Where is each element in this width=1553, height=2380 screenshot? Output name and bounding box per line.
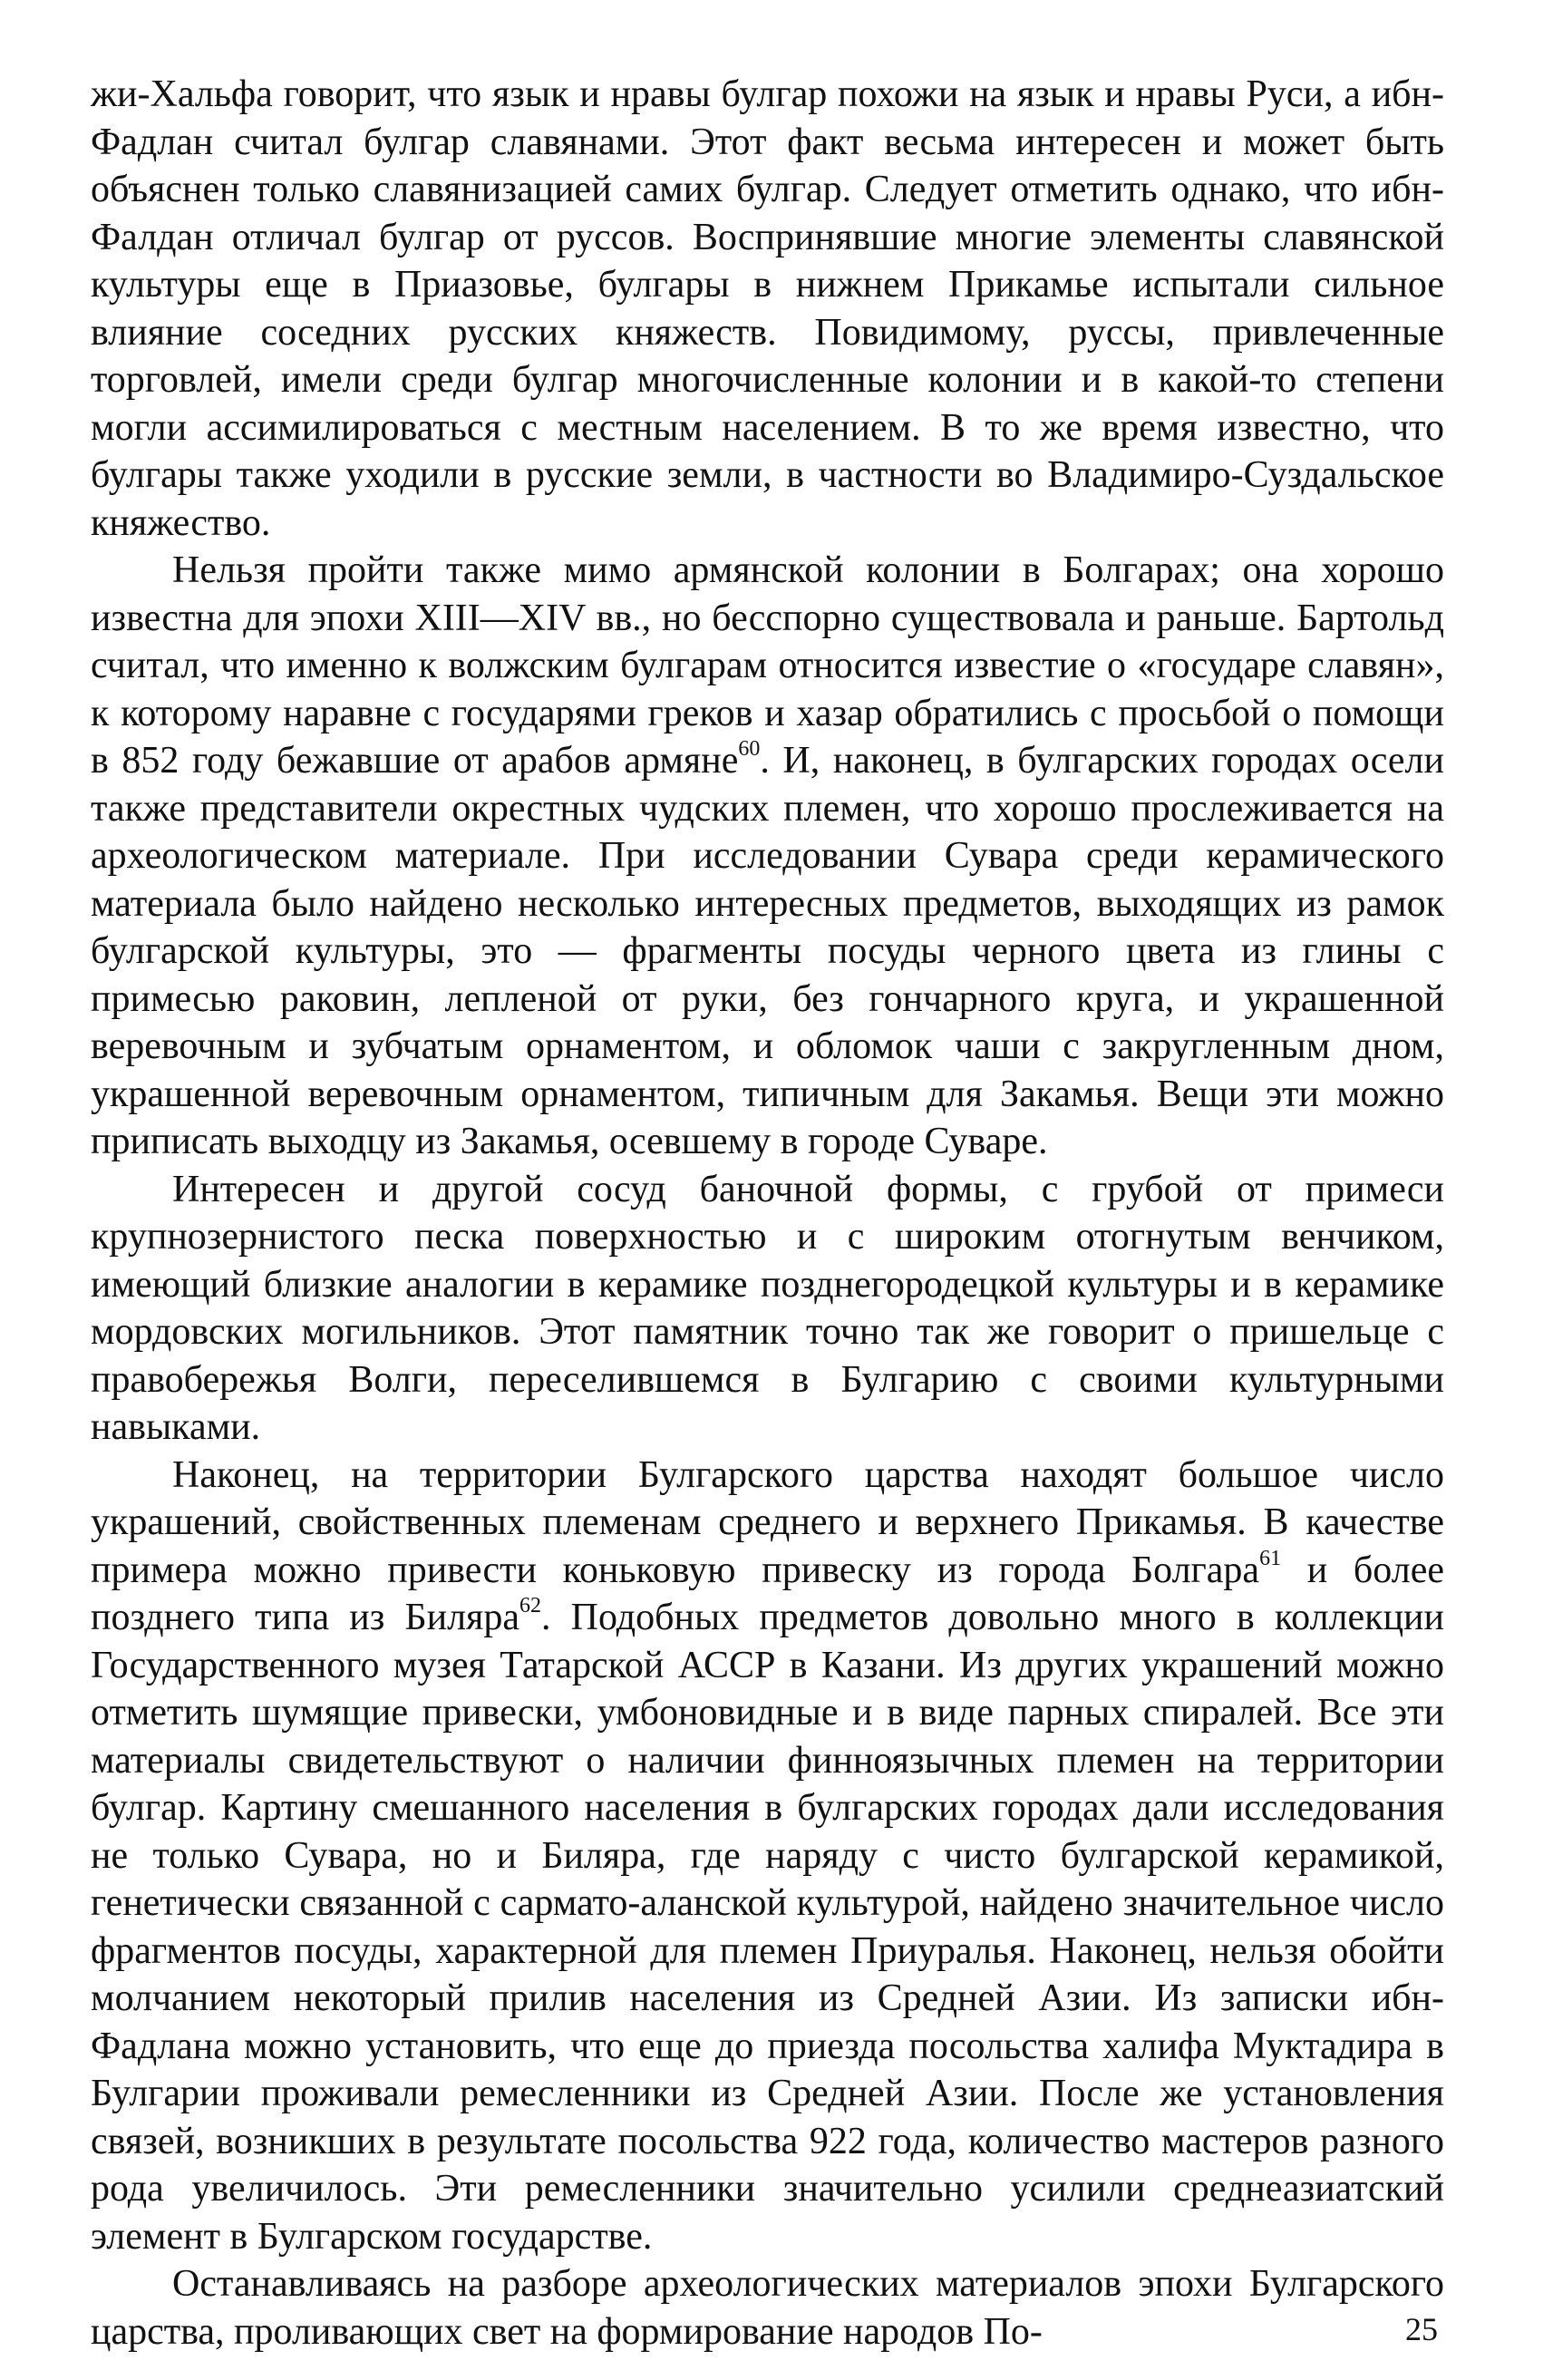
paragraph [91,2260,1444,2356]
paragraph [91,1452,1444,2261]
text-run: жи-Хальфа говорит, что язык и нравы булгар похожи на язык и нравы Руси, а ибн-Фадлан считал булгар славянами. Этот факт весьма интересен и может быть объяснен только славянизацией самих булгар. Следует отметить однако, что ибн-Фалдан отличал булгар от руссов. Воспринявшие многие элементы славянской культуры еще в Приазовье, булгары в нижнем Прикамье испытали сильное влияние соседних русских княжеств. Повидимому, руссы, привлеченные торговлей, имели среди булгар многочисленные колонии и в какой-то степени могли ассимилироваться с местным населением. В то же время известно, что булгары также уходили в русские земли, в частности во Владимиро-Суздальское княжество. [91,73,1444,544]
text-run: . И, наконец, в булгарских городах осели также представители окрестных чудских племен, что хорошо прослеживается на археологическом материале. При исследовании Сувара среди керамического материала было найдено несколько интересных предметов, выходящих из рамок булгарской культуры, это — фрагменты посуды черного цвета из глины с примесью раковин, лепленой от руки, без гончарного круга, и украшенной веревочным и зубчатым орнаментом, и обломок чаши с закругленным дном, украшенной веревочным орнаментом, типичным для Закамья. Вещи эти можно приписать выходцу из Закамья, осевшему в городе Суваре. [91,740,1444,1162]
footnote-ref: 62 [519,1594,542,1617]
paragraph [91,71,1444,547]
text-run: Останавливаясь на разборе археологических материалов эпохи Булгарского царства, проливающих свет на формирование народов По- [91,2263,1444,2353]
footnote-ref: 61 [1259,1546,1282,1570]
footnote-ref: 60 [738,737,761,761]
text-run: Нельзя пройти также мимо армянской колонии в Болгарах; она хорошо известна для эпохи XIII—XIV вв., но бесспорно существовала и раньше. Бартольд считал, что именно к волжским булгарам относится известие о «государе славян», к которому наравне с государями греков и хазар обратились с просьбой о помощи в 852 году бежавшие от арабов армяне [91,549,1444,782]
page-number: 25 [1405,2311,1438,2347]
text-run: . Подобных предметов довольно много в коллекции Государственного музея Татарской АССР в Казани. Из других украшений можно отметить шумящие привески, умбоновидные и в виде парных спиралей. Все эти материалы свидетельствуют о наличии финноязычных племен на территории булгар. Картину смешанного населения в булгарских городах дали исследования не только Сувара, но и Биляра, где наряду с чисто булгарской керамикой, генетически связанной с сармато-аланской культурой, найдено значительное число фрагментов посуды, характерной для племен Приуралья. Наконец, нельзя обойти молчанием некоторый прилив населения из Средней Азии. Из записки ибн-Фадлана можно установить, что еще до приезда посольства халифа Муктадира в Булгарии проживали ремесленники из Средней Азии. После же установления связей, возникших в результате посольства 922 года, количество мастеров разного рода увеличилось. Эти ремесленники значительно усилили среднеазиатский элемент в Булгарском государстве. [91,1597,1444,2258]
paragraph [91,1166,1444,1452]
text-run: Наконец, на территории Булгарского царства находят большое число украшений, свойственных племенам среднего и верхнего Прикамья. В качестве примера можно привести коньковую привеску из города Болгара [91,1453,1444,1591]
text-run: Интересен и другой сосуд баночной формы, с грубой от примеси крупнозернистого песка поверхностью и с широким отогнутым венчиком, имеющий близкие аналогии в керамике позднегородецкой культуры и в керамике мордовских могильников. Этот памятник точно так же говорит о пришельце с правобережья Волги, переселившемся в Булгарию с своими культурными навыками. [91,1168,1444,1448]
page-text [91,71,1444,2356]
text-run: и более позднего типа из Биляра [91,1549,1444,1638]
paragraph [91,547,1444,1166]
